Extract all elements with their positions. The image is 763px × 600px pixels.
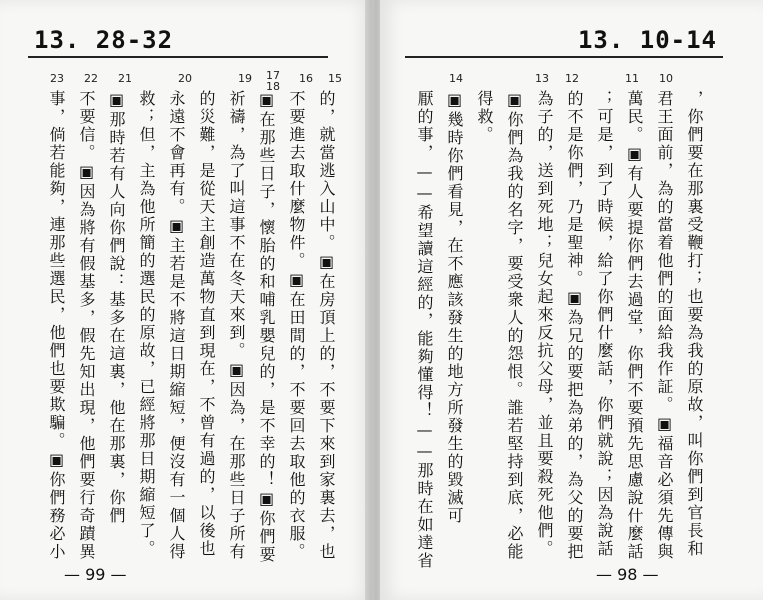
text-column: ▣你們為我的名字，要受衆人的怨恨。誰若堅持到底，必能 bbox=[505, 90, 524, 561]
text-column: 的，就當逃入山中。▣在房頂上的，不要下來到家裏去，也 bbox=[317, 90, 336, 561]
text-column: 的不是你們，乃是聖神。▣為兄的要把為弟的，為父的要把 bbox=[565, 90, 584, 561]
verse-number: 19 bbox=[238, 72, 252, 85]
text-column: 的災難，是從天主創造萬物直到現在，不曾有過的，以後也 bbox=[197, 90, 216, 558]
verse-number: 15 bbox=[328, 72, 342, 85]
right-page-number: — 98 — bbox=[596, 565, 659, 584]
text-column: 救；但，主為他所簡的選民的原故，已經將那日期縮短了。 bbox=[137, 90, 156, 558]
text-column: 不要信。▣因為將有假基多，假先知出現，他們要行奇蹟異 bbox=[77, 90, 96, 561]
right-page-header-label: 13. 10-14 bbox=[577, 26, 717, 54]
verse-number: 14 bbox=[449, 72, 463, 85]
text-column: 永遠不會再有。▣主若是不將這日期縮短，便沒有一個人得 bbox=[167, 90, 186, 561]
verse-number: 10 bbox=[659, 72, 673, 85]
text-column: 不要進去取什麼物件。▣在田間的，不要回去取他的衣服。 bbox=[287, 90, 306, 561]
text-column: 祈禱，為了叫這事不在冬天來到。▣因為，在那些日子所有 bbox=[227, 90, 246, 561]
verse-number: 17 18 bbox=[266, 69, 280, 93]
text-column: 厭的事，——希望讀這經的，能夠懂得！——那時在如達省 bbox=[415, 90, 434, 570]
verse-number: 13 bbox=[535, 72, 549, 85]
verse-number: 11 bbox=[625, 72, 639, 85]
left-page-header bbox=[28, 20, 328, 58]
verse-number: 22 bbox=[84, 72, 98, 85]
left-page bbox=[0, 0, 372, 600]
text-column: ▣那時若有人向你們說：基多在這裏，他在那裏，你們 bbox=[107, 90, 126, 525]
text-column: ，你們要在那裏受鞭打；也要為我的原故，叫你們到官長和 bbox=[685, 90, 704, 558]
left-page-number: — 99 — bbox=[64, 565, 127, 584]
verse-number: 21 bbox=[118, 72, 132, 85]
verse-number: 23 bbox=[50, 72, 64, 85]
text-column: 萬民。▣有人要提你們去過堂，你們不要預先思慮說什麼話 bbox=[625, 90, 644, 561]
text-column: ；可是，到了時候，給了你們什麼話，你們就說；因為說話 bbox=[595, 90, 614, 558]
text-column: 為子的，送到死地；兒女起來反抗父母，並且要殺死他們。 bbox=[535, 90, 554, 558]
text-column: 事，倘若能夠，連那些選民，他們也要欺騙。▣你們務必小 bbox=[47, 90, 66, 561]
right-page-header bbox=[405, 20, 723, 58]
text-column: 君王面前，為的當着他們的面給我作証。▣福音必須先傳與 bbox=[655, 90, 674, 561]
right-page bbox=[380, 0, 763, 600]
left-page-header-label: 13. 28-32 bbox=[34, 26, 174, 54]
text-column: ▣在那些日子，懷胎的和哺乳嬰兒的，是不幸的！▣你們要 bbox=[257, 90, 276, 564]
verse-number: 16 bbox=[299, 72, 313, 85]
text-column: 得救。 bbox=[475, 90, 494, 144]
text-column: ▣幾時你們看見，在不應該發生的地方所發生的毀滅可 bbox=[445, 90, 464, 525]
verse-number: 20 bbox=[178, 72, 192, 85]
verse-number: 12 bbox=[565, 72, 579, 85]
